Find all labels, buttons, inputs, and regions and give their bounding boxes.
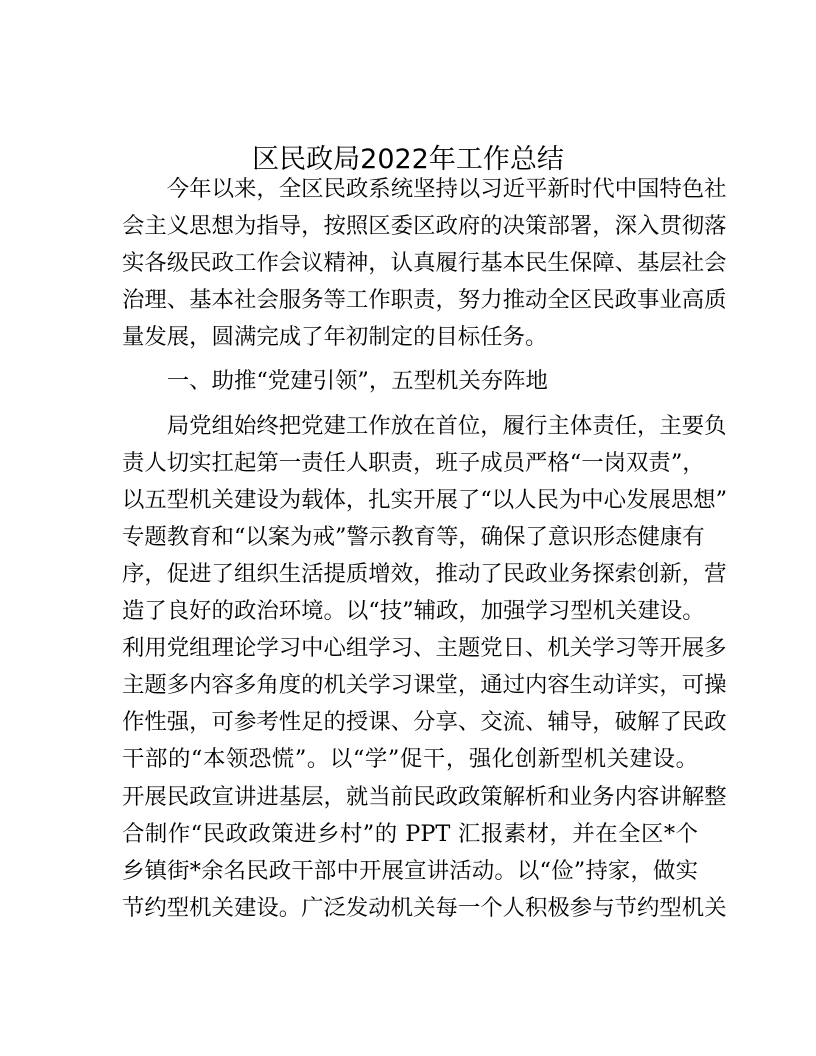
text-line: 乡镇街*余名民政干部中开展宣讲活动。以“俭”持家，做实 bbox=[122, 857, 698, 884]
section-body-paragraph bbox=[122, 408, 728, 927]
text-line: 以五型机关建设为载体，扎实开展了“以人民为中心发展思想” bbox=[122, 486, 728, 513]
section-heading bbox=[122, 363, 698, 400]
text-line: 节约型机关建设。广泛发动机关每一个人积极参与节约型机关 bbox=[122, 894, 727, 921]
text-line: 干部的“本领恐慌”。以“学”促干，强化创新型机关建设。 bbox=[122, 746, 698, 773]
text-line: 局党组始终把党建工作放在首位，履行主体责任，主要负 bbox=[166, 412, 727, 439]
document-title: 区民政局2022年工作总结 bbox=[252, 144, 564, 175]
text-line: 会主义思想为指导，按照区委区政府的决策部署，深入贯彻落 bbox=[122, 213, 727, 240]
text-line: 责人切实扛起第一责任人职责，班子成员严格“一岗双责”， bbox=[122, 449, 705, 476]
text-line: 量发展，圆满完成了年初制定的目标任务。 bbox=[122, 324, 548, 351]
text-line: 序，促进了组织生活提质增效，推动了民政业务探索创新，营 bbox=[122, 560, 727, 587]
text-line: 开展民政宣讲进基层，就当前民政政策解析和业务内容讲解整 bbox=[122, 783, 727, 810]
intro-paragraph bbox=[122, 171, 727, 356]
text-line: 利用党组理论学习中心组学习、主题党日、机关学习等开展多 bbox=[122, 635, 727, 662]
text-line: 专题教育和“以案为戒”警示教育等，确保了意识形态健康有 bbox=[122, 523, 705, 550]
section-heading-text: 一、助推“党建引领”，五型机关夯阵地 bbox=[166, 368, 548, 395]
text-line: 实各级民政工作会议精神，认真履行基本民生保障、基层社会 bbox=[122, 250, 727, 277]
text-line: 合制作“民政政策进乡村”的 PPT 汇报素材，并在全区*个 bbox=[122, 820, 698, 847]
text-line: 今年以来，全区民政系统坚持以习近平新时代中国特色社 bbox=[166, 176, 727, 202]
text-line: 治理、基本社会服务等工作职责，努力推动全区民政事业高质 bbox=[122, 287, 727, 314]
text-line: 造了良好的政治环境。以“技”辅政，加强学习型机关建设。 bbox=[122, 598, 705, 625]
document-body bbox=[122, 171, 728, 927]
text-line: 主题多内容多角度的机关学习课堂，通过内容生动详实，可操 bbox=[122, 672, 727, 699]
text-line: 作性强，可参考性足的授课、分享、交流、辅导，破解了民政 bbox=[122, 709, 727, 736]
